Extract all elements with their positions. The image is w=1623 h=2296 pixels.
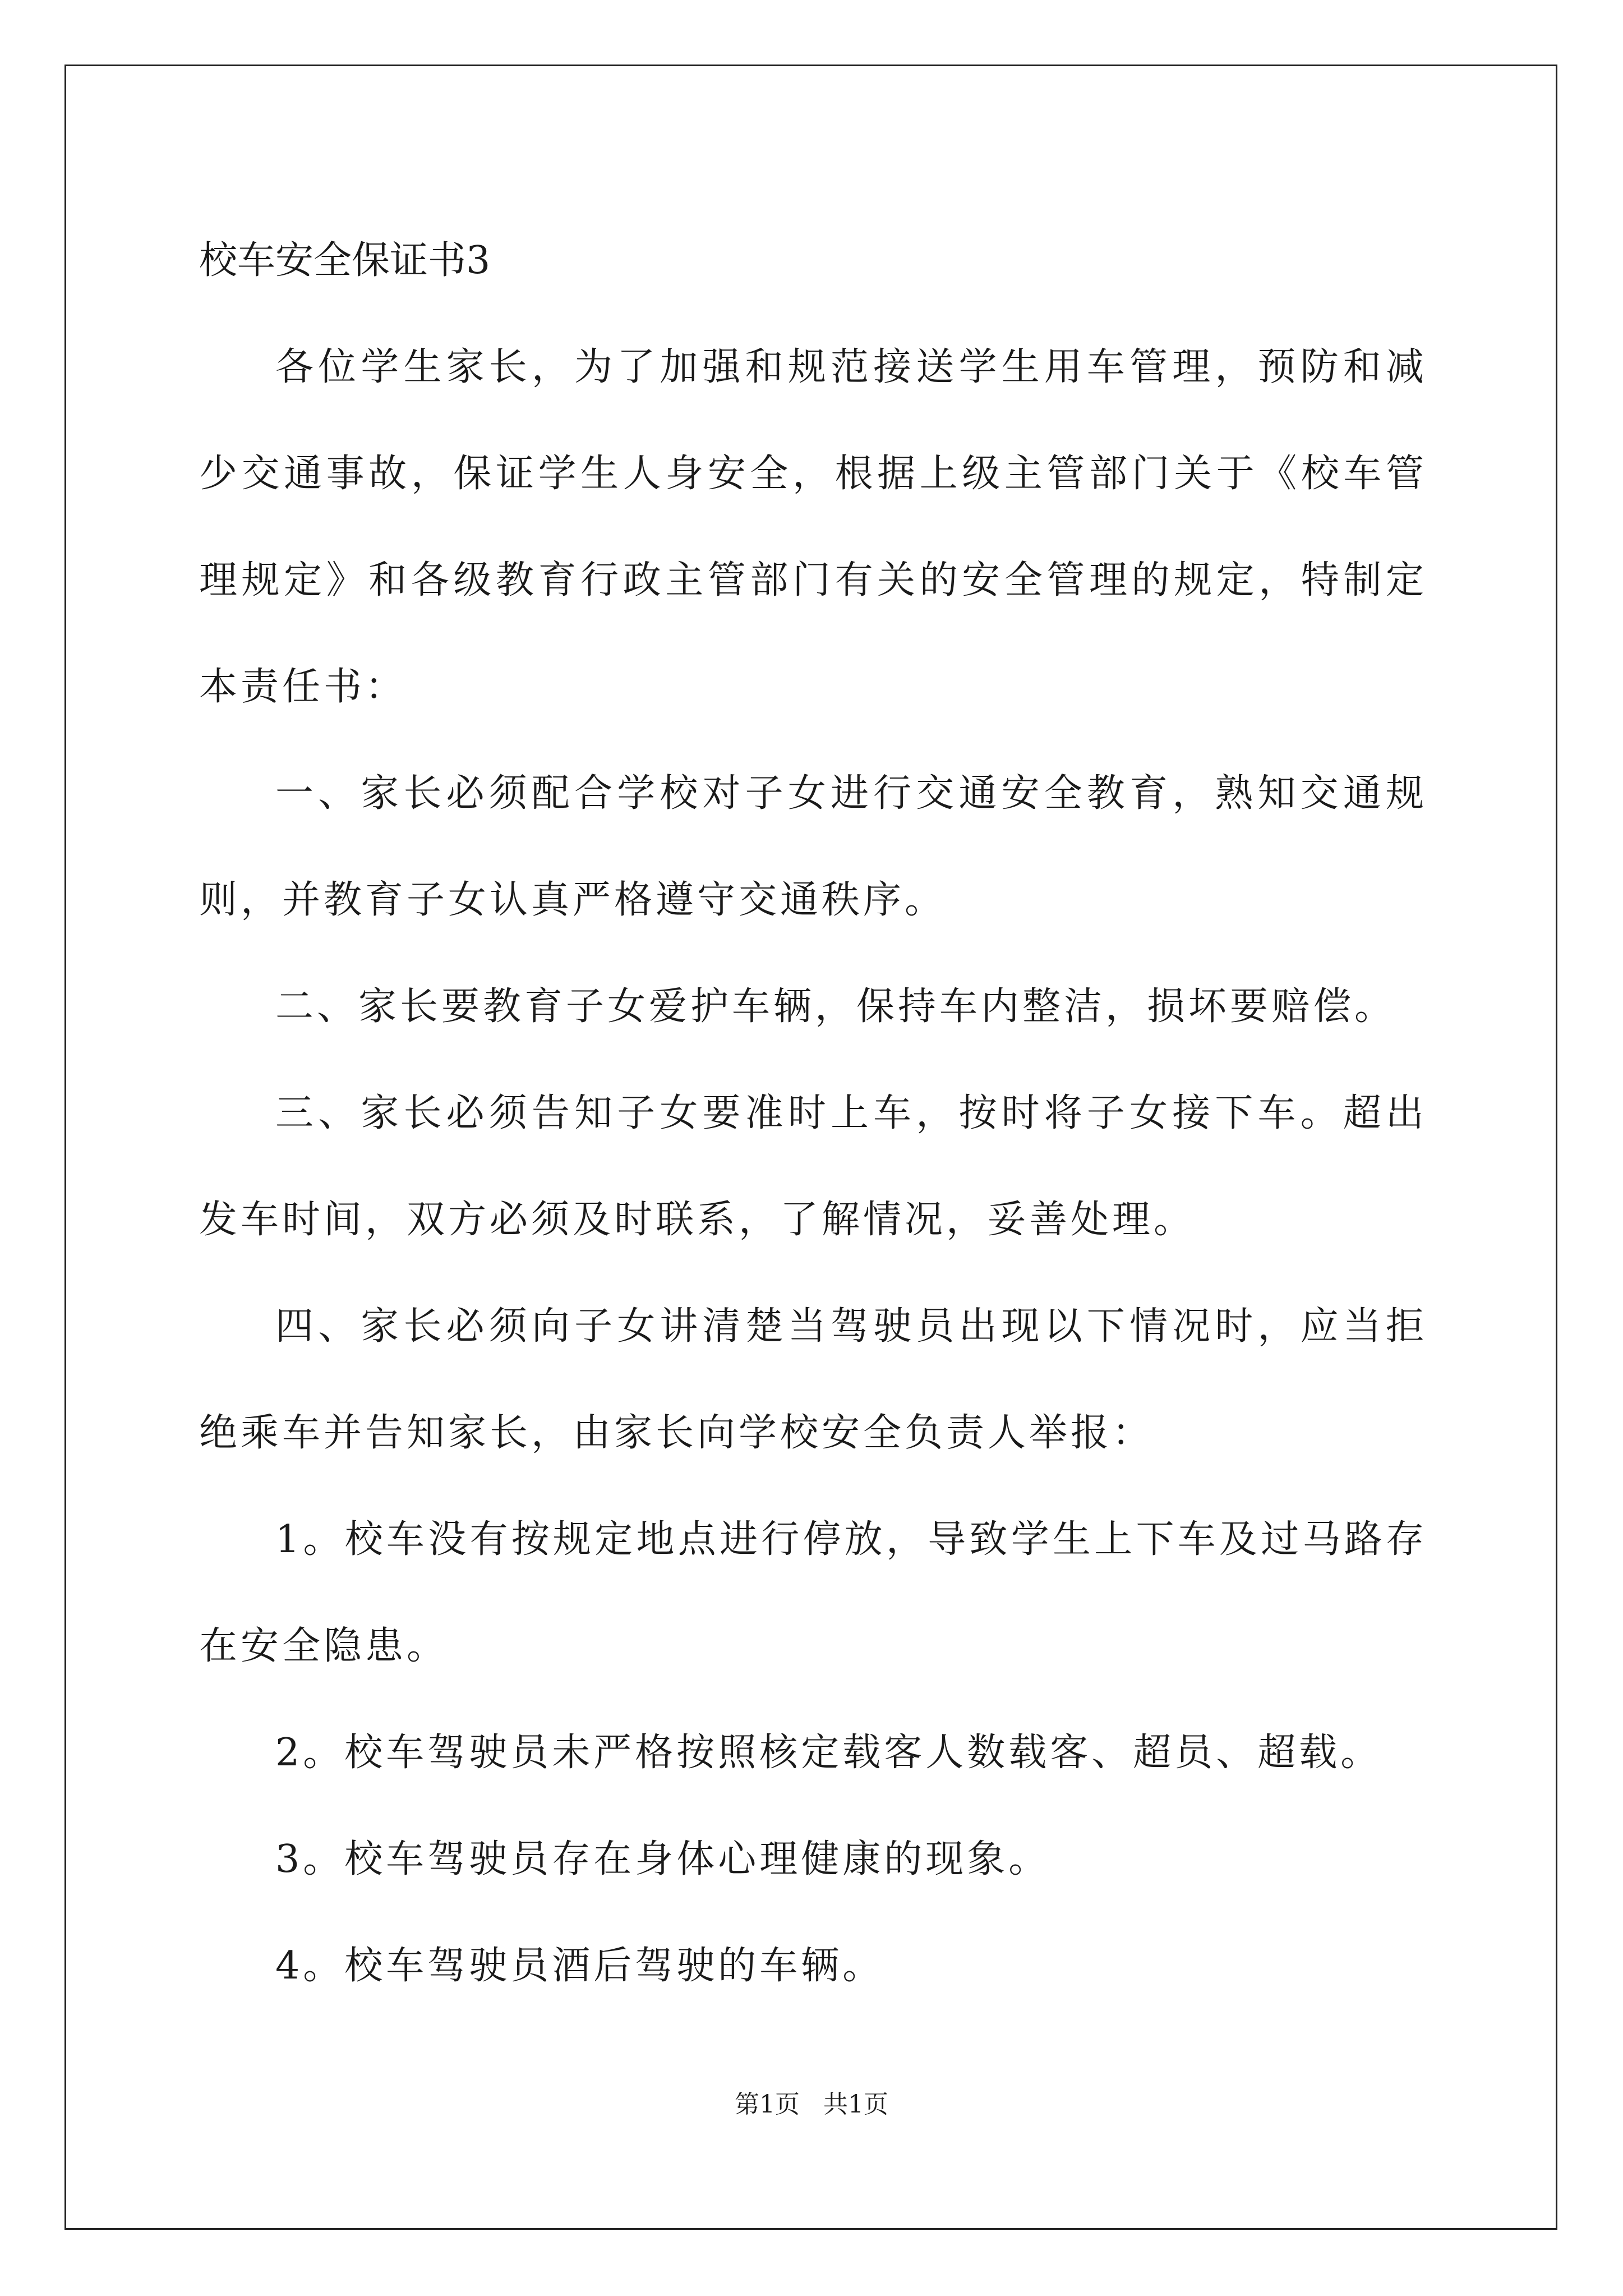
paragraph-item-4: 四、家长必须向子女讲清楚当驾驶员出现以下情况时，应当拒绝乘车并告知家长，由家长向学校安全负责人举报：: [199, 1304, 1427, 1455]
document-title: 校车安全保证书3: [199, 238, 491, 283]
paragraph-subitem-1: 1。校车没有按规定地点进行停放，导致学生上下车及过马路存在安全隐患。: [199, 1517, 1427, 1668]
paragraph-intro: 各位学生家长，为了加强和规范接送学生用车管理，预防和减少交通事故，保证学生人身安全，根据上级主管部门关于《校车管理规定》和各级教育行政主管部门有关的安全管理的规定，特制定本责任书：: [199, 345, 1427, 709]
paragraph-subitem-4: 4。校车驾驶员酒后驾驶的车辆。: [275, 1944, 884, 1988]
page-number-footer: 第1页 共1页: [735, 2090, 888, 2119]
paragraph-item-2: 二、家长要教育子女爱护车辆，保持车内整洁，损坏要赔偿。: [275, 984, 1396, 1029]
paragraph-subitem-2: 2。校车驾驶员未严格按照核定载客人数载客、超员、超载。: [275, 1731, 1382, 1775]
paragraph-item-3: 三、家长必须告知子女要准时上车，按时将子女接下车。超出发车时间，双方必须及时联系，了解情况，妥善处理。: [199, 1091, 1427, 1242]
document-body: [199, 208, 1427, 2019]
paragraph-subitem-3: 3。校车驾驶员存在身体心理健康的现象。: [275, 1837, 1050, 1881]
paragraph-item-1: 一、家长必须配合学校对子女进行交通安全教育，熟知交通规则，并教育子女认真严格遵守交通秩序。: [199, 771, 1427, 922]
